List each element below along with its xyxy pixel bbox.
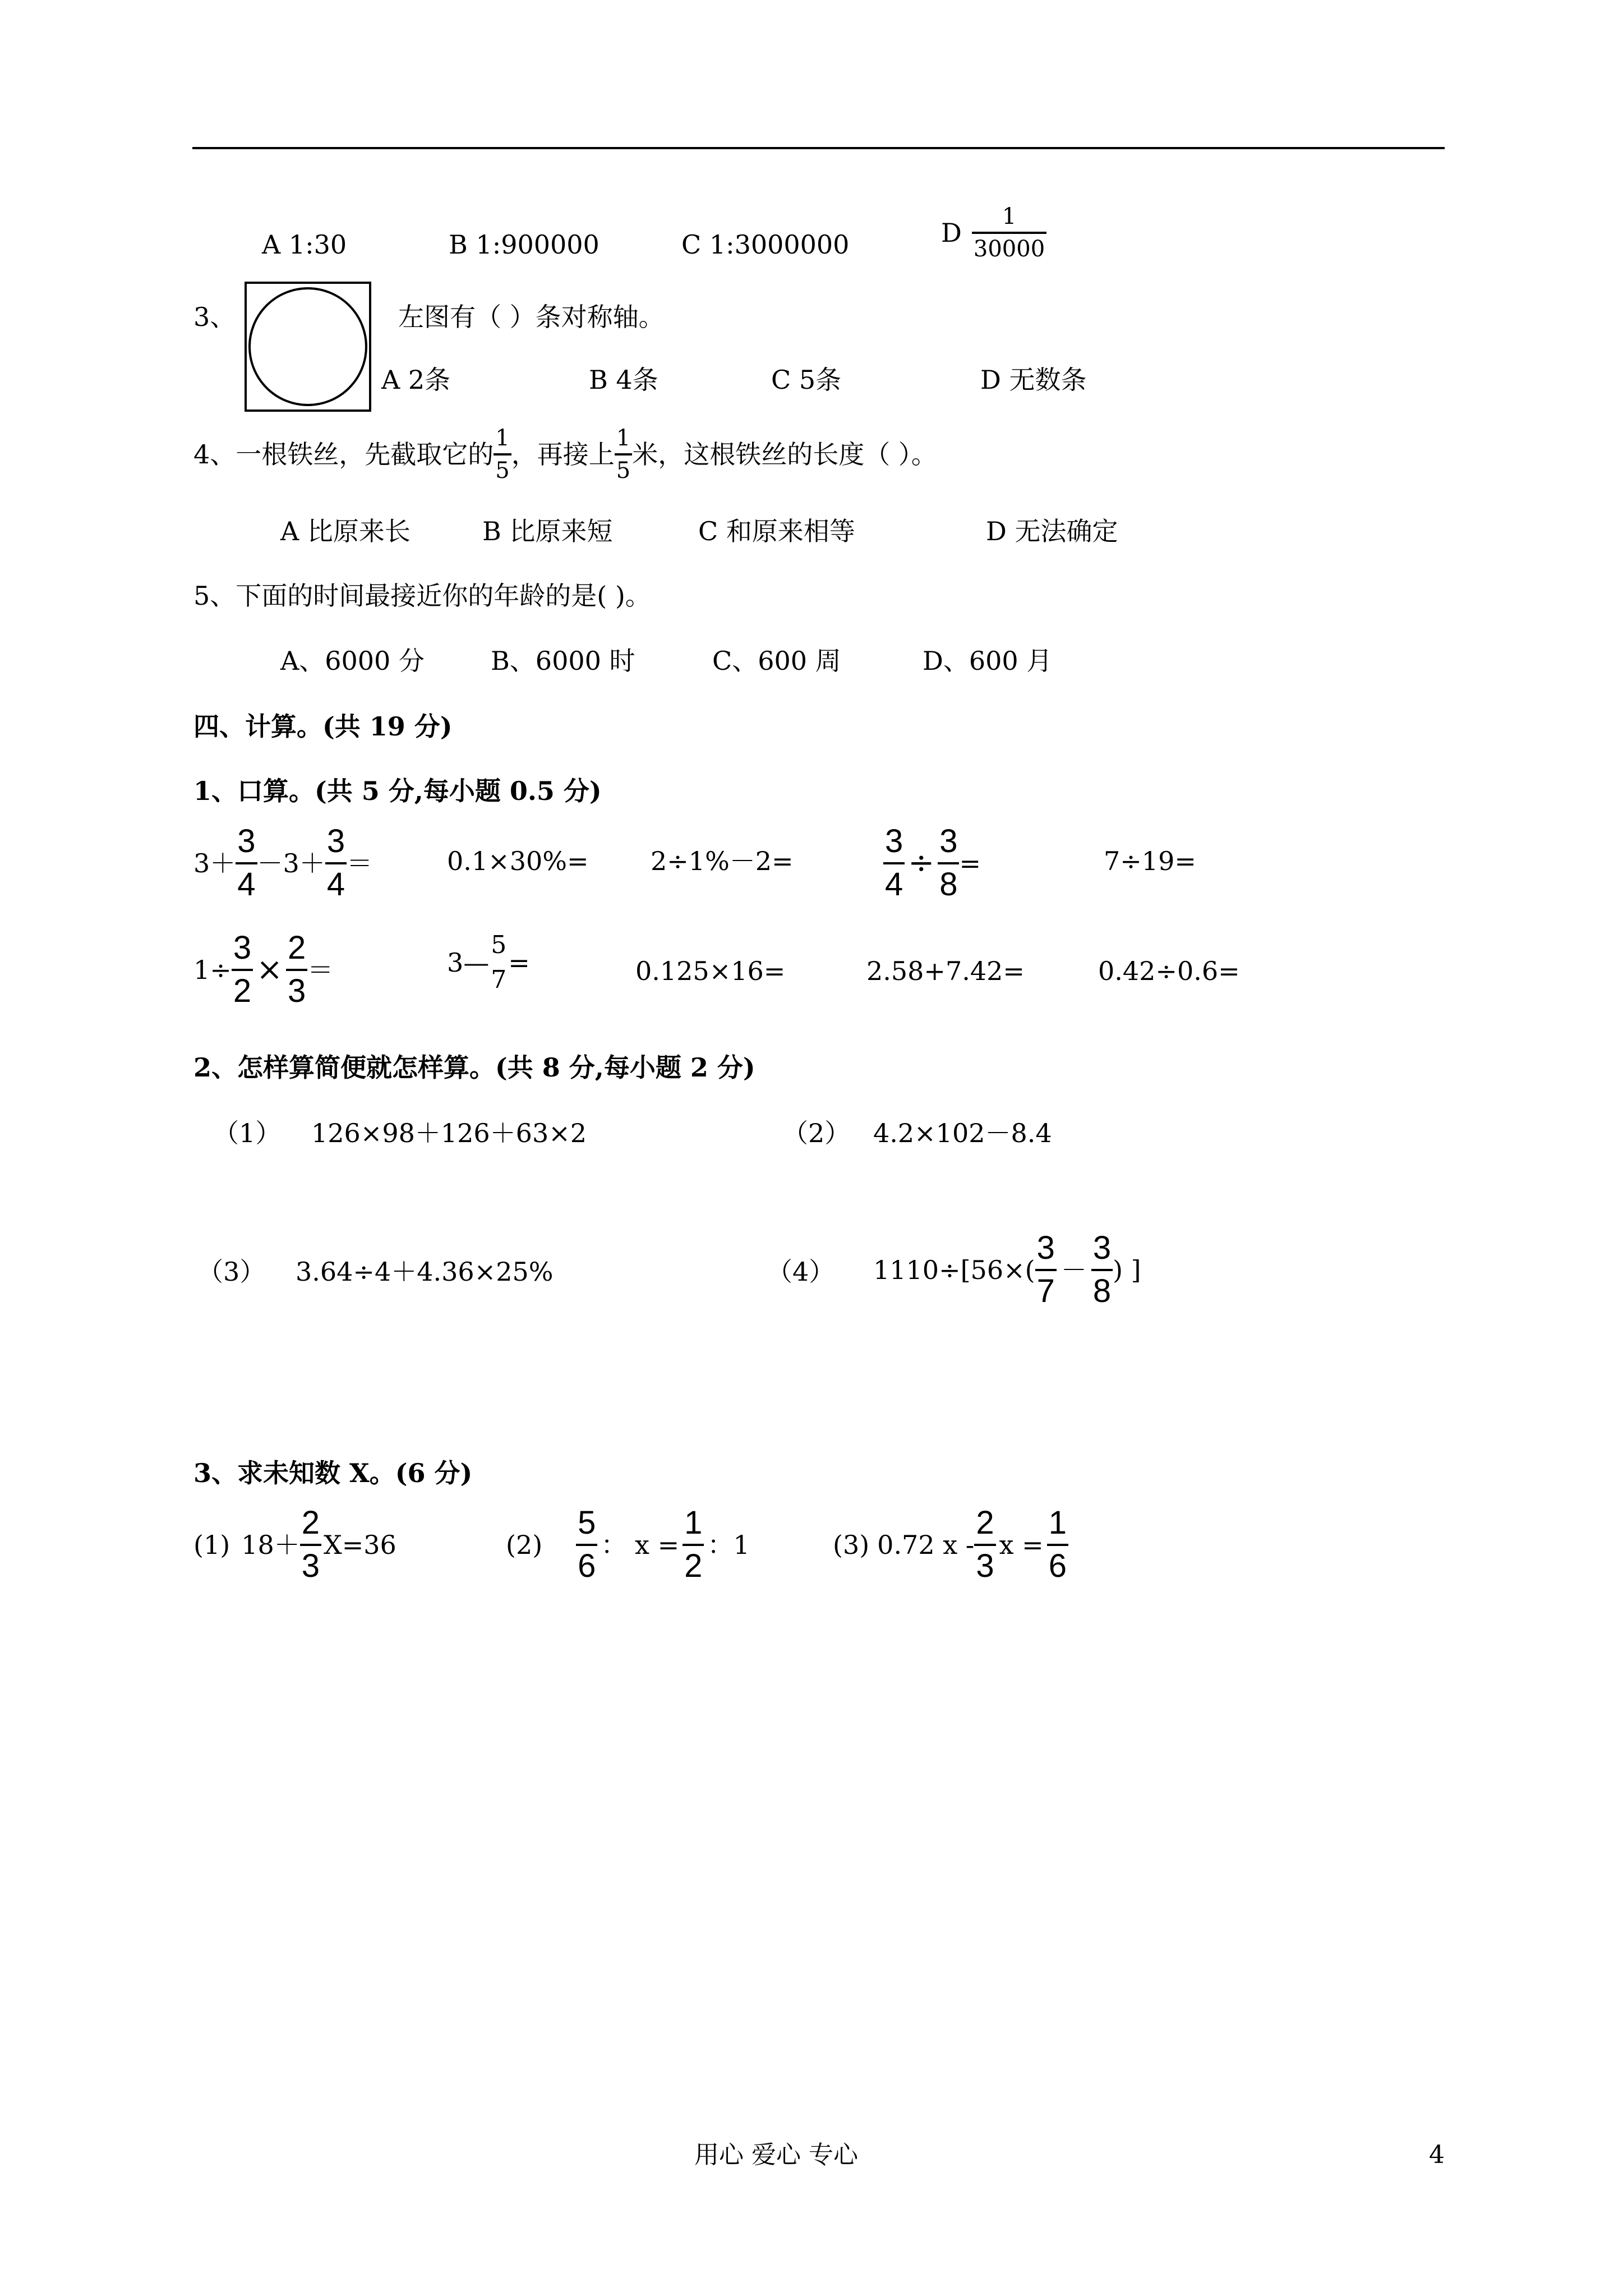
expr-text: x = xyxy=(999,1529,1044,1560)
expr-text: = xyxy=(959,848,981,878)
p2-1-expression: 126×98＋126＋63×2 xyxy=(311,1118,587,1148)
expr-operator: － xyxy=(1061,1254,1087,1285)
fraction-bar xyxy=(236,862,257,864)
fraction xyxy=(1091,1231,1113,1309)
fraction-numerator: 3 xyxy=(326,823,345,859)
fraction xyxy=(236,825,257,902)
fraction-numerator: 3 xyxy=(939,823,958,859)
mental-math-7 xyxy=(447,932,530,993)
mental-math-2: 0.1×30%= xyxy=(447,846,589,876)
fraction-denominator: 30000 xyxy=(973,236,1045,262)
fraction-numerator: 5 xyxy=(578,1504,596,1541)
q4-fraction-2 xyxy=(615,426,632,482)
fraction xyxy=(1035,1231,1057,1309)
fraction-denominator: 7 xyxy=(1036,1272,1055,1309)
q2-option-a: A 1:30 xyxy=(262,229,347,260)
expr-text: 3＋ xyxy=(193,848,236,878)
fraction-denominator: 6 xyxy=(1048,1547,1067,1584)
q5-question: 5、下面的时间最接近你的年龄的是( )。 xyxy=(193,581,651,611)
fraction xyxy=(300,1506,321,1584)
inscribed-circle xyxy=(248,287,367,406)
fraction-denominator: 5 xyxy=(616,458,631,484)
q3-option-a: A 2条 xyxy=(381,365,451,395)
fraction-numerator: 2 xyxy=(976,1504,994,1541)
expr-text: = xyxy=(508,947,530,978)
fraction-denominator: 8 xyxy=(939,866,958,903)
mental-math-6 xyxy=(193,931,333,1009)
fraction-numerator: 5 xyxy=(491,931,507,959)
expr-dash: — xyxy=(463,947,490,978)
expr-text: ：1 xyxy=(707,1529,750,1560)
q2-option-d xyxy=(941,205,1046,261)
fraction-bar xyxy=(683,1544,704,1546)
fraction-denominator: 4 xyxy=(326,866,345,903)
q4-fraction-1 xyxy=(494,426,511,482)
fraction-denominator: 2 xyxy=(684,1547,703,1584)
mental-math-9: 2.58+7.42= xyxy=(866,956,1025,986)
expr-text: ＝ xyxy=(307,954,334,985)
q3-option-c: C 5条 xyxy=(771,365,842,395)
fraction-bar xyxy=(615,453,632,455)
fraction-numerator: 3 xyxy=(1092,1230,1112,1266)
p2-4-label: （4） xyxy=(767,1257,835,1287)
part-2-title: 2、怎样算简便就怎样算。(共 8 分,每小题 2 分) xyxy=(193,1052,755,1083)
fraction-bar xyxy=(286,969,307,971)
p2-2-label: （2） xyxy=(782,1118,851,1148)
fraction-bar xyxy=(1091,1269,1113,1271)
p2-1-label: （1） xyxy=(213,1118,282,1148)
fraction-numerator: 3 xyxy=(237,823,256,859)
fraction-bar xyxy=(883,862,905,864)
q4-option-d: D 无法确定 xyxy=(986,516,1118,546)
fraction-denominator: 3 xyxy=(301,1547,320,1584)
q4-middle: ，再接上 xyxy=(511,439,615,470)
fraction-numerator: 3 xyxy=(233,930,252,966)
part-3-title: 3、求未知数 X。(6 分) xyxy=(193,1458,473,1488)
q4-option-c: C 和原来相等 xyxy=(698,516,855,546)
fraction-denominator: 8 xyxy=(1092,1272,1112,1309)
fraction-bar xyxy=(938,862,959,864)
q4-question xyxy=(193,426,937,482)
expr-text: 3 xyxy=(447,947,464,978)
section-4-title: 四、计算。(共 19 分) xyxy=(193,711,453,742)
mental-math-10: 0.42÷0.6= xyxy=(1098,956,1240,986)
part-1-title: 1、口算。(共 5 分,每小题 0.5 分) xyxy=(193,776,602,806)
p3-2-equation xyxy=(506,1506,750,1584)
fraction-denominator: 4 xyxy=(237,866,256,903)
fraction-numerator: 1 xyxy=(1002,204,1017,229)
expr-text: X=36 xyxy=(323,1529,396,1560)
q5-option-b: B、6000 时 xyxy=(491,646,635,676)
q2-option-d-fraction xyxy=(972,205,1046,261)
fraction xyxy=(974,1506,995,1584)
q3-text: 左图有（ ）条对称轴。 xyxy=(398,302,665,332)
fraction-numerator: 3 xyxy=(1036,1230,1055,1266)
fraction-numerator: 1 xyxy=(684,1504,703,1541)
p3-1-equation xyxy=(193,1506,396,1584)
fraction xyxy=(683,1506,704,1584)
expr-text: ： x = xyxy=(601,1529,680,1560)
fraction xyxy=(232,931,253,1009)
p3-3-label: (3) xyxy=(833,1529,870,1560)
p3-2-label: (2) xyxy=(506,1529,543,1560)
fraction xyxy=(938,825,959,902)
fraction-denominator: 4 xyxy=(885,866,903,903)
q4-option-a: A 比原来长 xyxy=(280,516,411,546)
mental-math-1 xyxy=(193,825,372,902)
fraction xyxy=(325,825,347,902)
p2-3-label: （3） xyxy=(197,1257,266,1287)
fraction-bar xyxy=(974,1544,995,1546)
q4-prefix: 4、一根铁丝，先截取它的 xyxy=(193,439,494,470)
q2-option-c: C 1:3000000 xyxy=(681,229,850,260)
q3-number: 3、 xyxy=(193,302,236,332)
fraction-bar xyxy=(972,232,1046,234)
fraction-denominator: 5 xyxy=(495,458,510,484)
fraction-numerator: 2 xyxy=(301,1504,320,1541)
fraction-bar xyxy=(1047,1544,1068,1546)
mental-math-4 xyxy=(883,825,981,902)
fraction xyxy=(576,1506,597,1584)
fraction-denominator: 7 xyxy=(491,965,507,995)
p2-3-expression: 3.64÷4＋4.36×25% xyxy=(296,1257,554,1287)
fraction-denominator: 3 xyxy=(288,972,306,1009)
q4-suffix: 米，这根铁丝的长度（ ）。 xyxy=(632,439,937,470)
fraction-bar xyxy=(576,1544,597,1546)
expr-text: －3＋ xyxy=(257,848,325,878)
q5-option-a: A、6000 分 xyxy=(280,646,425,676)
q3-option-d: D 无数条 xyxy=(980,365,1087,395)
fraction xyxy=(286,931,307,1009)
expr-text: 1÷ xyxy=(193,954,232,985)
fraction-denominator: 3 xyxy=(976,1547,994,1584)
fraction xyxy=(883,825,905,902)
p2-4-expression xyxy=(873,1231,1141,1309)
fraction-bar xyxy=(300,1544,321,1546)
fraction-denominator: 2 xyxy=(233,972,252,1009)
expr-operator: × xyxy=(256,951,283,988)
fraction-numerator: 1 xyxy=(616,425,631,451)
q4-option-b: B 比原来短 xyxy=(482,516,613,546)
p3-1-label: (1) xyxy=(193,1529,230,1560)
fraction-denominator: 6 xyxy=(578,1547,596,1584)
mental-math-3: 2÷1%－2= xyxy=(651,846,794,876)
q5-option-d: D、600 月 xyxy=(923,646,1053,676)
expr-text: ) ] xyxy=(1113,1254,1141,1285)
p2-2-expression: 4.2×102－8.4 xyxy=(873,1118,1052,1148)
page-number: 4 xyxy=(1429,2141,1445,2169)
fraction-bar xyxy=(325,862,347,864)
header-rule xyxy=(192,147,1445,149)
fraction-numerator: 3 xyxy=(885,823,903,859)
fraction xyxy=(489,932,508,993)
q5-option-c: C、600 周 xyxy=(712,646,841,676)
expr-operator: ÷ xyxy=(908,844,935,881)
q2-option-b: B 1:900000 xyxy=(449,229,600,260)
q3-option-b: B 4条 xyxy=(589,365,658,395)
fraction-bar xyxy=(232,969,253,971)
expr-text: 18＋ xyxy=(241,1529,300,1560)
q2-option-d-label: D xyxy=(941,218,962,248)
fraction-bar xyxy=(1035,1269,1057,1271)
expr-text: ＝ xyxy=(347,848,373,878)
fraction-numerator: 1 xyxy=(1048,1504,1067,1541)
fraction-bar xyxy=(494,453,511,455)
square-circle-figure xyxy=(245,282,371,412)
footer-text: 用心 爱心 专心 xyxy=(694,2141,858,2169)
fraction-numerator: 2 xyxy=(288,930,306,966)
mental-math-8: 0.125×16= xyxy=(635,956,786,986)
expr-text: 1110÷[56×( xyxy=(873,1254,1035,1285)
expr-text: 0.72 x - xyxy=(877,1529,975,1560)
fraction-numerator: 1 xyxy=(495,425,510,451)
fraction xyxy=(1047,1506,1068,1584)
mental-math-5: 7÷19= xyxy=(1104,846,1196,876)
fraction-bar xyxy=(489,961,508,964)
p3-3-equation xyxy=(833,1506,1068,1584)
